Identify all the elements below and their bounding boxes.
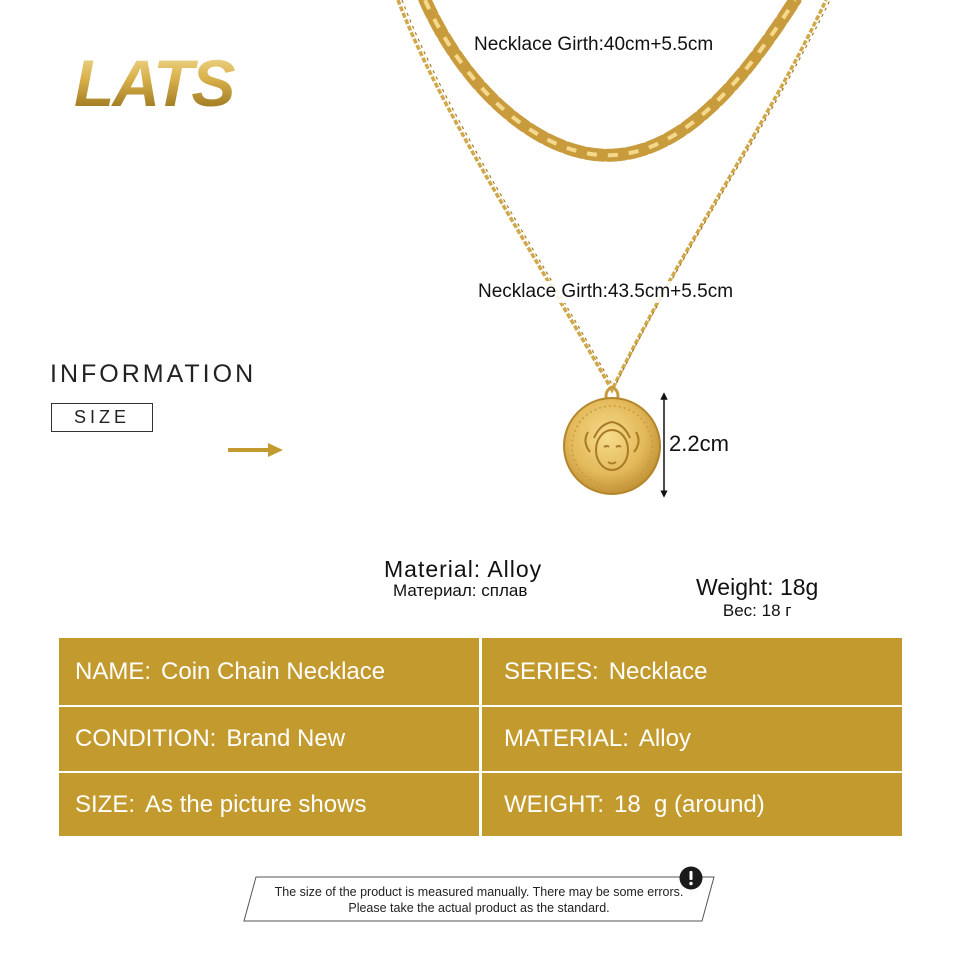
material-label-ru: Материал: сплав [393, 581, 528, 600]
measurement-notice [242, 866, 716, 924]
pendant-diameter-label: 2.2cm [669, 431, 729, 456]
notice-text [242, 884, 716, 916]
spec-cell-weight [482, 773, 902, 836]
spec-cell-name [59, 638, 479, 705]
material-label: Material: Alloy [384, 556, 543, 582]
upper-chain-girth-label: Necklace Girth:40cm+5.5cm [474, 34, 714, 55]
information-heading: INFORMATION [50, 360, 257, 388]
weight-label-ru: Вес: 18 г [722, 601, 792, 620]
arrow-right-icon [228, 442, 284, 458]
spec-table [59, 638, 902, 836]
necklace-illustration [380, 0, 860, 510]
spec-value: Brand New [226, 725, 346, 752]
exclamation-icon [679, 866, 703, 890]
spec-key: MATERIAL: [504, 725, 629, 752]
spec-key: SIZE: [75, 790, 136, 818]
notice-line-2: Please take the actual product as the standard. [348, 901, 610, 915]
thin-chain-shadow [402, 0, 830, 388]
spec-key: WEIGHT: [504, 790, 604, 818]
size-tag: SIZE [51, 403, 153, 432]
lower-chain-girth-label: Necklace Girth:43.5cm+5.5cm [478, 281, 734, 302]
thick-chain [425, 0, 795, 155]
spec-cell-material [482, 707, 902, 771]
spec-value: Coin Chain Necklace [161, 657, 386, 685]
weight-block [696, 574, 818, 621]
spec-value: 18 g (around) [614, 790, 765, 818]
spec-cell-size [59, 773, 479, 836]
spec-key: NAME: [75, 657, 152, 685]
spec-cell-condition [59, 707, 479, 771]
spec-value: Alloy [638, 725, 691, 752]
weight-label: Weight: 18g [696, 574, 819, 600]
spec-cell-series [482, 638, 902, 705]
logo-wordmark: LATS [74, 50, 234, 112]
notice-line-1: The size of the product is measured manually. There may be some errors. [274, 885, 684, 899]
brand-logo [74, 50, 284, 112]
spec-value: As the picture shows [145, 790, 367, 818]
material-block [384, 556, 542, 601]
coin-pendant [564, 398, 660, 494]
spec-value: Necklace [608, 657, 708, 685]
spec-key: CONDITION: [75, 725, 217, 752]
spec-key: SERIES: [504, 657, 599, 685]
